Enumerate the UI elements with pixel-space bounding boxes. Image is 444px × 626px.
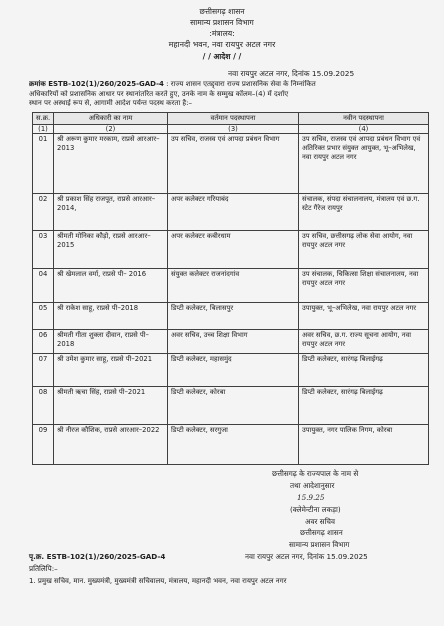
col-header-sno: स.क्र. (33, 113, 54, 125)
table-row (33, 387, 429, 425)
endorsement-line (29, 552, 413, 562)
col-number: (4) (299, 124, 429, 134)
cell-officer-name: श्री राकेश साहू, राप्रसे पी–2018 (54, 303, 168, 330)
handwritten-signature: 15.9.25 (297, 493, 325, 502)
table-row (33, 330, 429, 354)
cell-sno: 06 (33, 330, 54, 354)
cell-sno: 09 (33, 425, 54, 465)
order-text-2: अधिकारियों को प्रशासनिक आधार पर स्थानांतरित करते हुए, उनके नाम के सम्मुख कॉलम–(4) में दर्शाए (29, 89, 289, 98)
cell-new-posting: उपायुक्त, भू–अभिलेख, नवा रायपुर अटल नगर (299, 303, 429, 330)
cell-officer-name: श्री अरूण कुमार मरकाम, राप्रसे आरआर–2013 (54, 134, 168, 194)
signatory-governor-line: छत्तीसगढ़ के राज्यपाल के नाम से (272, 469, 359, 478)
govt-name: छत्तीसगढ़ शासन (199, 7, 245, 16)
cell-new-posting: अवर सचिव, छ.ग. राज्य सूचना आयोग, नवा रायपुर अटल नगर (299, 330, 429, 354)
cell-current-posting: अपर कलेक्टर गरियाबंद (168, 194, 299, 231)
copy-to-item: 1. प्रमुख सचिव, मान. मुख्यमंत्री, मुख्यमंत्री सचिवालय, मंत्रालय, महानदी भवन, नवा रायपुर अटल नगर (29, 577, 287, 585)
cell-sno: 08 (33, 387, 54, 425)
table-row (33, 425, 429, 465)
order-body (29, 80, 413, 109)
cell-new-posting: संचालक, संपदा संचालनालय, मंत्रालय एवं छ.ग. स्टेट गैरेज रायपुर (299, 194, 429, 231)
transfer-table (32, 112, 429, 465)
endorsement-date: नवा रायपुर अटल नगर, दिनांक 15.09.2025 (245, 552, 368, 561)
cell-current-posting: डिप्टी कलेक्टर, महासमुंद (168, 354, 299, 387)
cell-current-posting: अपर कलेक्टर कबीरधाम (168, 231, 299, 269)
cell-current-posting: डिप्टी कलेक्टर, बिलासपुर (168, 303, 299, 330)
col-header-new-posting: नवीन पदस्थापना (299, 113, 429, 125)
col-number: (1) (33, 124, 54, 134)
order-number: क्रमांक ESTB-102(1)/260/2025-GAD-4 (29, 80, 164, 88)
cell-current-posting: अवर सचिव, उच्च शिक्षा विभाग (168, 330, 299, 354)
cell-new-posting: उप सचिव, राजस्व एवं आपदा प्रबंधन विभाग एवं अतिरिक्त प्रभार संयुक्त आयुक्त, भू–अभिलेख, नवा रायपुर अटल नगर (299, 134, 429, 194)
cell-sno: 03 (33, 231, 54, 269)
cell-sno: 04 (33, 269, 54, 303)
cell-sno: 01 (33, 134, 54, 194)
table-row (33, 134, 429, 194)
cell-current-posting: संयुक्त कलेक्टर राजनांदगांव (168, 269, 299, 303)
cell-officer-name: श्री प्रकाश सिंह राजपूत, राप्रसे आरआर–2014, (54, 194, 168, 231)
cell-officer-name: श्री उमेश कुमार साहू, राप्रसे पी–2021 (54, 354, 168, 387)
cell-officer-name: श्रीमती ऋचा सिंह, राप्रसे पी–2021 (54, 387, 168, 425)
col-number: (2) (54, 124, 168, 134)
department-name: सामान्य प्रशासन विभाग (190, 18, 254, 27)
cell-officer-name: श्री नीरज कौशिक, राप्रसे आरआर–2022 (54, 425, 168, 465)
cell-new-posting: उप सचिव, छत्तीसगढ़ लोक सेवा आयोग, नवा रायपुर अटल नगर (299, 231, 429, 269)
signatory-name: (क्लेमेन्टीना लकड़ा) (290, 505, 341, 514)
signatory-order-line: तथा आदेशानुसार (290, 481, 335, 490)
cell-current-posting: डिप्टी कलेक्टर, सरगुजा (168, 425, 299, 465)
cell-officer-name: श्रीमती मोनिका कौड़ो, राप्रसे आरआर–2015 (54, 231, 168, 269)
table-colnum-row (33, 124, 429, 134)
cell-officer-name: श्रीमती गीता शुक्ला दीवान, राप्रसे पी–2018 (54, 330, 168, 354)
table-row (33, 231, 429, 269)
cell-sno: 02 (33, 194, 54, 231)
col-header-current-posting: वर्तमान पदस्थापना (168, 113, 299, 125)
cell-new-posting: उप संचालक, चिकित्सा शिक्षा संचालनालय, नवा रायपुर अटल नगर (299, 269, 429, 303)
order-line-1 (29, 80, 413, 90)
office-address: महानदी भवन, नवा रायपुर अटल नगर (168, 40, 276, 49)
order-heading: / / आदेश / / (202, 52, 242, 61)
table-row (33, 303, 429, 330)
signatory-designation: अवर सचिव (305, 517, 335, 526)
cell-current-posting: डिप्टी कलेक्टर, कोरबा (168, 387, 299, 425)
col-number: (3) (168, 124, 299, 134)
cell-new-posting: डिप्टी कलेक्टर, सारंगढ़ बिलाईगढ़ (299, 354, 429, 387)
order-date: नवा रायपुर अटल नगर, दिनांक 15.09.2025 (228, 69, 355, 78)
cell-sno: 05 (33, 303, 54, 330)
signatory-govt: छत्तीसगढ़ शासन (300, 528, 343, 537)
copy-to-label: प्रतिलिपि:– (29, 564, 58, 573)
table-header-row (33, 113, 429, 125)
cell-sno: 07 (33, 354, 54, 387)
endorsement-number: पृ.क्र. ESTB-102(1)/260/2025-GAD-4 (29, 552, 166, 561)
signatory-department: सामान्य प्रशासन विभाग (289, 540, 350, 549)
cell-new-posting: डिप्टी कलेक्टर, सारंगढ़ बिलाईगढ़ (299, 387, 429, 425)
ministry-label: :मंत्रालय: (209, 29, 235, 38)
table-row (33, 354, 429, 387)
cell-officer-name: श्री खेमलाल वर्मा, राप्रसे पी– 2016 (54, 269, 168, 303)
order-text-3: स्थान पर अस्थाई रूप से, आगामी आदेश पर्यन्त पदस्थ करता है:– (29, 99, 192, 108)
cell-new-posting: उपायुक्त, नगर पालिक निगम, कोरबा (299, 425, 429, 465)
order-text-1: : राज्य शासन एतद्द्वारा राज्य प्रशासनिक सेवा के निम्नांकित (166, 80, 316, 88)
cell-current-posting: उप सचिव, राजस्व एवं आपदा प्रबंधन विभाग (168, 134, 299, 194)
table-row (33, 194, 429, 231)
table-row (33, 269, 429, 303)
col-header-name: अधिकारी का नाम (54, 113, 168, 125)
